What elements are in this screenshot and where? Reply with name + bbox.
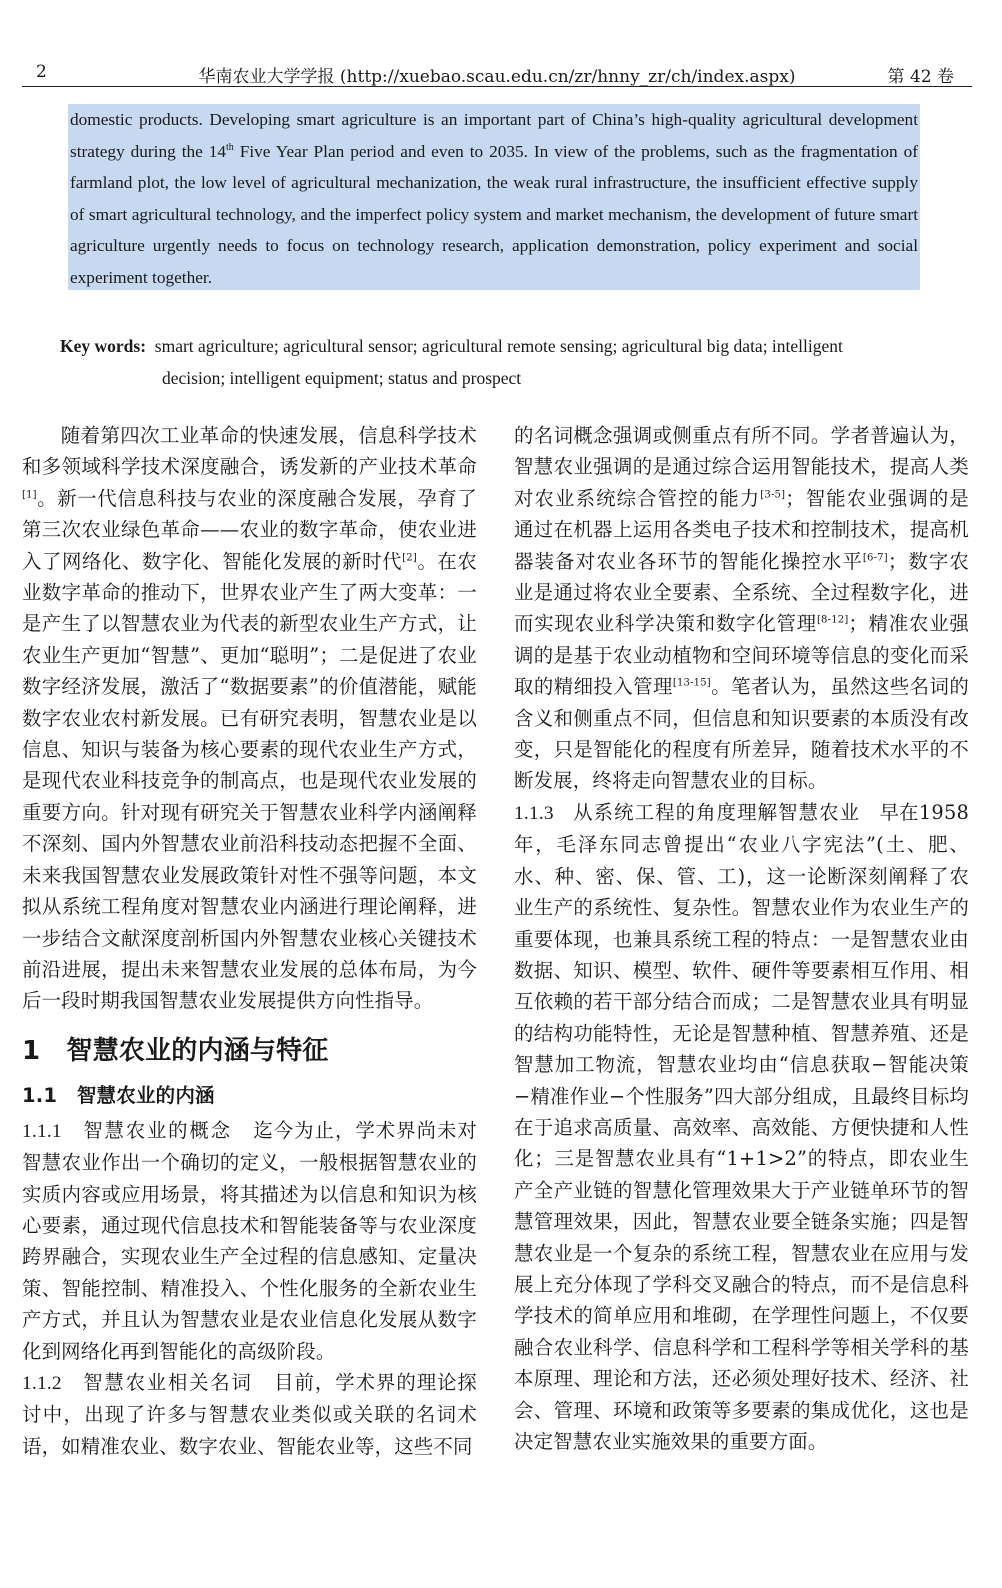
citation[interactable]: [13-15] [672, 677, 711, 689]
section-heading-1-1: 1.1 智慧农业的内涵 [22, 1083, 215, 1107]
keywords-line-2: decision; intelligent equipment; status and prospect [162, 368, 522, 388]
terms-text-4: ；精准农业强调的是基于农业动植物和空间环境等信息的变化而采取的精细投入管理 [514, 612, 969, 699]
journal-title: 华南农业大学学报 (http://xuebao.scau.edu.cn/zr/hnny_zr/ch/index.aspx) [198, 67, 796, 87]
section-heading-1: 1 智慧农业的内涵与特征 [22, 1035, 329, 1066]
abstract-superscript: th [226, 141, 234, 153]
subsection-1-1-1 [22, 1115, 477, 1367]
citation[interactable]: [1] [22, 489, 37, 501]
intro-text-1: 随着第四次工业革命的快速发展，信息科学技术和多领域科学技术深度融合，诱发新的产业技术革命 [22, 424, 477, 479]
abstract-selected-text[interactable] [68, 104, 920, 290]
subsection-1-1-2 [22, 1367, 477, 1462]
subsection-text: 迄今为止，学术界尚未对智慧农业作出一个确切的定义，一般根据智慧农业的实质内容或应用场景，将其描述为以信息和知识为核心要素，通过现代信息技术和智能装备等与农业深度跨界融合，实现农业生产全过程的信息感知、定量决策、智能控制、精准投入、个性化服务的全新农业生产方式，并且认为智慧农业是农业信息化发展从数字化到网络化再到智能化的高级阶段。 [22, 1118, 478, 1363]
terms-paragraph [514, 420, 969, 797]
intro-text-2: 。新一代信息科技与农业的深度融合发展，孕育了第三次农业绿色革命——农业的数字革命，使农业进入了网络化、数字化、智能化发展的新时代 [22, 486, 477, 573]
citation[interactable]: [8-12] [816, 614, 849, 626]
subsection-number: 1.1.2 [22, 1372, 62, 1394]
subsection-text: 早在1958年，毛泽东同志曾提出“农业八字宪法”(土、肥、水、种、密、保、管、工)，这一论断深刻阐释了农业生产的系统性、复杂性。智慧农业作为农业生产的重要体现，也兼具系统工程的特点：一是智慧农业由数据、知识、模型、软件、硬件等要素相互作用、相互依赖的若干部分结合而成；二是智慧农业具有明显的结构功能特性，无论是智慧种植、智慧养殖、还是智慧加工物流，智慧农业均由“信息获取−智能决策−精准作业−个性服务”四大部分组成，且最终目标均在于追求高质量、高效率、高效能、方便快捷和人性化；三是智慧农业具有“1+1>2”的特点，即农业生产全产业链的智慧化管理效果大于产业链单环节的智慧管理效果，因此，智慧农业要全链条实施；四是智慧农业是一个复杂的系统工程，智慧农业在应用与发展上充分体现了学科交叉融合的特点，而不是信息科学技术的简单应用和堆砌，在学理性问题上，不仅要融合农业科学、信息科学和工程科学等相关学科的基本原理、理论和方法，还必须处理好技术、经济、社会、管理、环境和政策等多要素的集成优化，这也是决定智慧农业实施效果的重要方面。 [514, 800, 970, 1453]
subsection-title: 智慧农业相关名词 [83, 1370, 253, 1394]
abstract-text-2: Five Year Plan period and even to 2035. In view of the problems, such as the fragmentation of farmland plot, the low level of agricultural mechanization, the weak rural infrastructure, the insufficient effective supply of smart agricultural technology, and the imperfect policy system and market mechanism, the development of future smart agriculture urgently needs to focus on technology research, application demonstration, policy experiment and social experiment together. [70, 141, 918, 287]
abstract-text-1: domestic products. Developing smart agriculture is an important part of China’s high-quality agricultural development strategy during the 14 [70, 110, 918, 161]
terms-text-5: 。笔者认为，虽然这些名词的含义和侧重点不同，但信息和知识要素的本质没有改变，只是智能化的程度有所差异，随着技术水平的不断发展，终将走向智慧农业的目标。 [514, 675, 969, 793]
terms-text-3: ；数字农业是通过将农业全要素、全系统、全过程数字化，进而实现农业科学决策和数字化管理 [514, 549, 969, 636]
intro-text-3: 。在农业数字革命的推动下，世界农业产生了两大变革：一是产生了以智慧农业为代表的新型农业生产方式，让农业生产更加“智慧”、更加“聪明”；二是促进了农业数字经济发展，激活了“数据要素”的价值潜能，赋能数字农业农村新发展。已有研究表明，智慧农业是以信息、知识与装备为核心要素的现代农业生产方式，是现代农业科技竞争的制高点，也是现代农业发展的重要方向。针对现有研究关于智慧农业科学内涵阐释不深刻、国内外智慧农业前沿科技动态把握不全面、未来我国智慧农业发展政策针对性不强等问题，本文拟从系统工程角度对智慧农业内涵进行理论阐释，进一步结合文献深度剖析国内外智慧农业核心关键技术前沿进展，提出未来智慧农业发展的总体布局，为今后一段时期我国智慧农业发展提供方向性指导。 [22, 549, 477, 1013]
citation[interactable]: [2] [402, 552, 417, 564]
keywords-label: Key words: [60, 336, 147, 356]
right-column [514, 420, 969, 1457]
keywords-line-1: smart agriculture; agricultural sensor; agricultural remote sensing; agricultural big data; intelligent [154, 336, 843, 356]
left-column [22, 420, 477, 1462]
subsection-title: 从系统工程的角度理解智慧农业 [573, 800, 861, 824]
page-number: 2 [36, 62, 47, 82]
citation[interactable]: [6-7] [862, 552, 888, 564]
subsection-title: 智慧农业的概念 [83, 1118, 232, 1142]
keywords [60, 330, 940, 394]
intro-paragraph [22, 420, 477, 1017]
subsection-1-1-3 [514, 797, 969, 1458]
citation[interactable]: [3-5] [760, 489, 786, 501]
terms-text-2: ；智能农业强调的是通过在机器上运用各类电子技术和控制技术，提高机器装备对农业各环节的智能化操控水平 [514, 486, 969, 573]
terms-text-1: 的名词概念强调或侧重点有所不同。学者普遍认为，智慧农业强调的是通过综合运用智能技术，提高人类对农业系统综合管控的能力 [514, 424, 969, 510]
subsection-number: 1.1.3 [514, 802, 554, 824]
volume-label: 第 42 卷 [887, 67, 954, 87]
subsection-text: 目前，学术界的理论探讨中，出现了许多与智慧农业类似或关联的名词术语，如精准农业、数字农业、智能农业等，这些不同 [22, 1370, 478, 1458]
running-header [22, 56, 972, 87]
subsection-number: 1.1.1 [22, 1120, 62, 1142]
